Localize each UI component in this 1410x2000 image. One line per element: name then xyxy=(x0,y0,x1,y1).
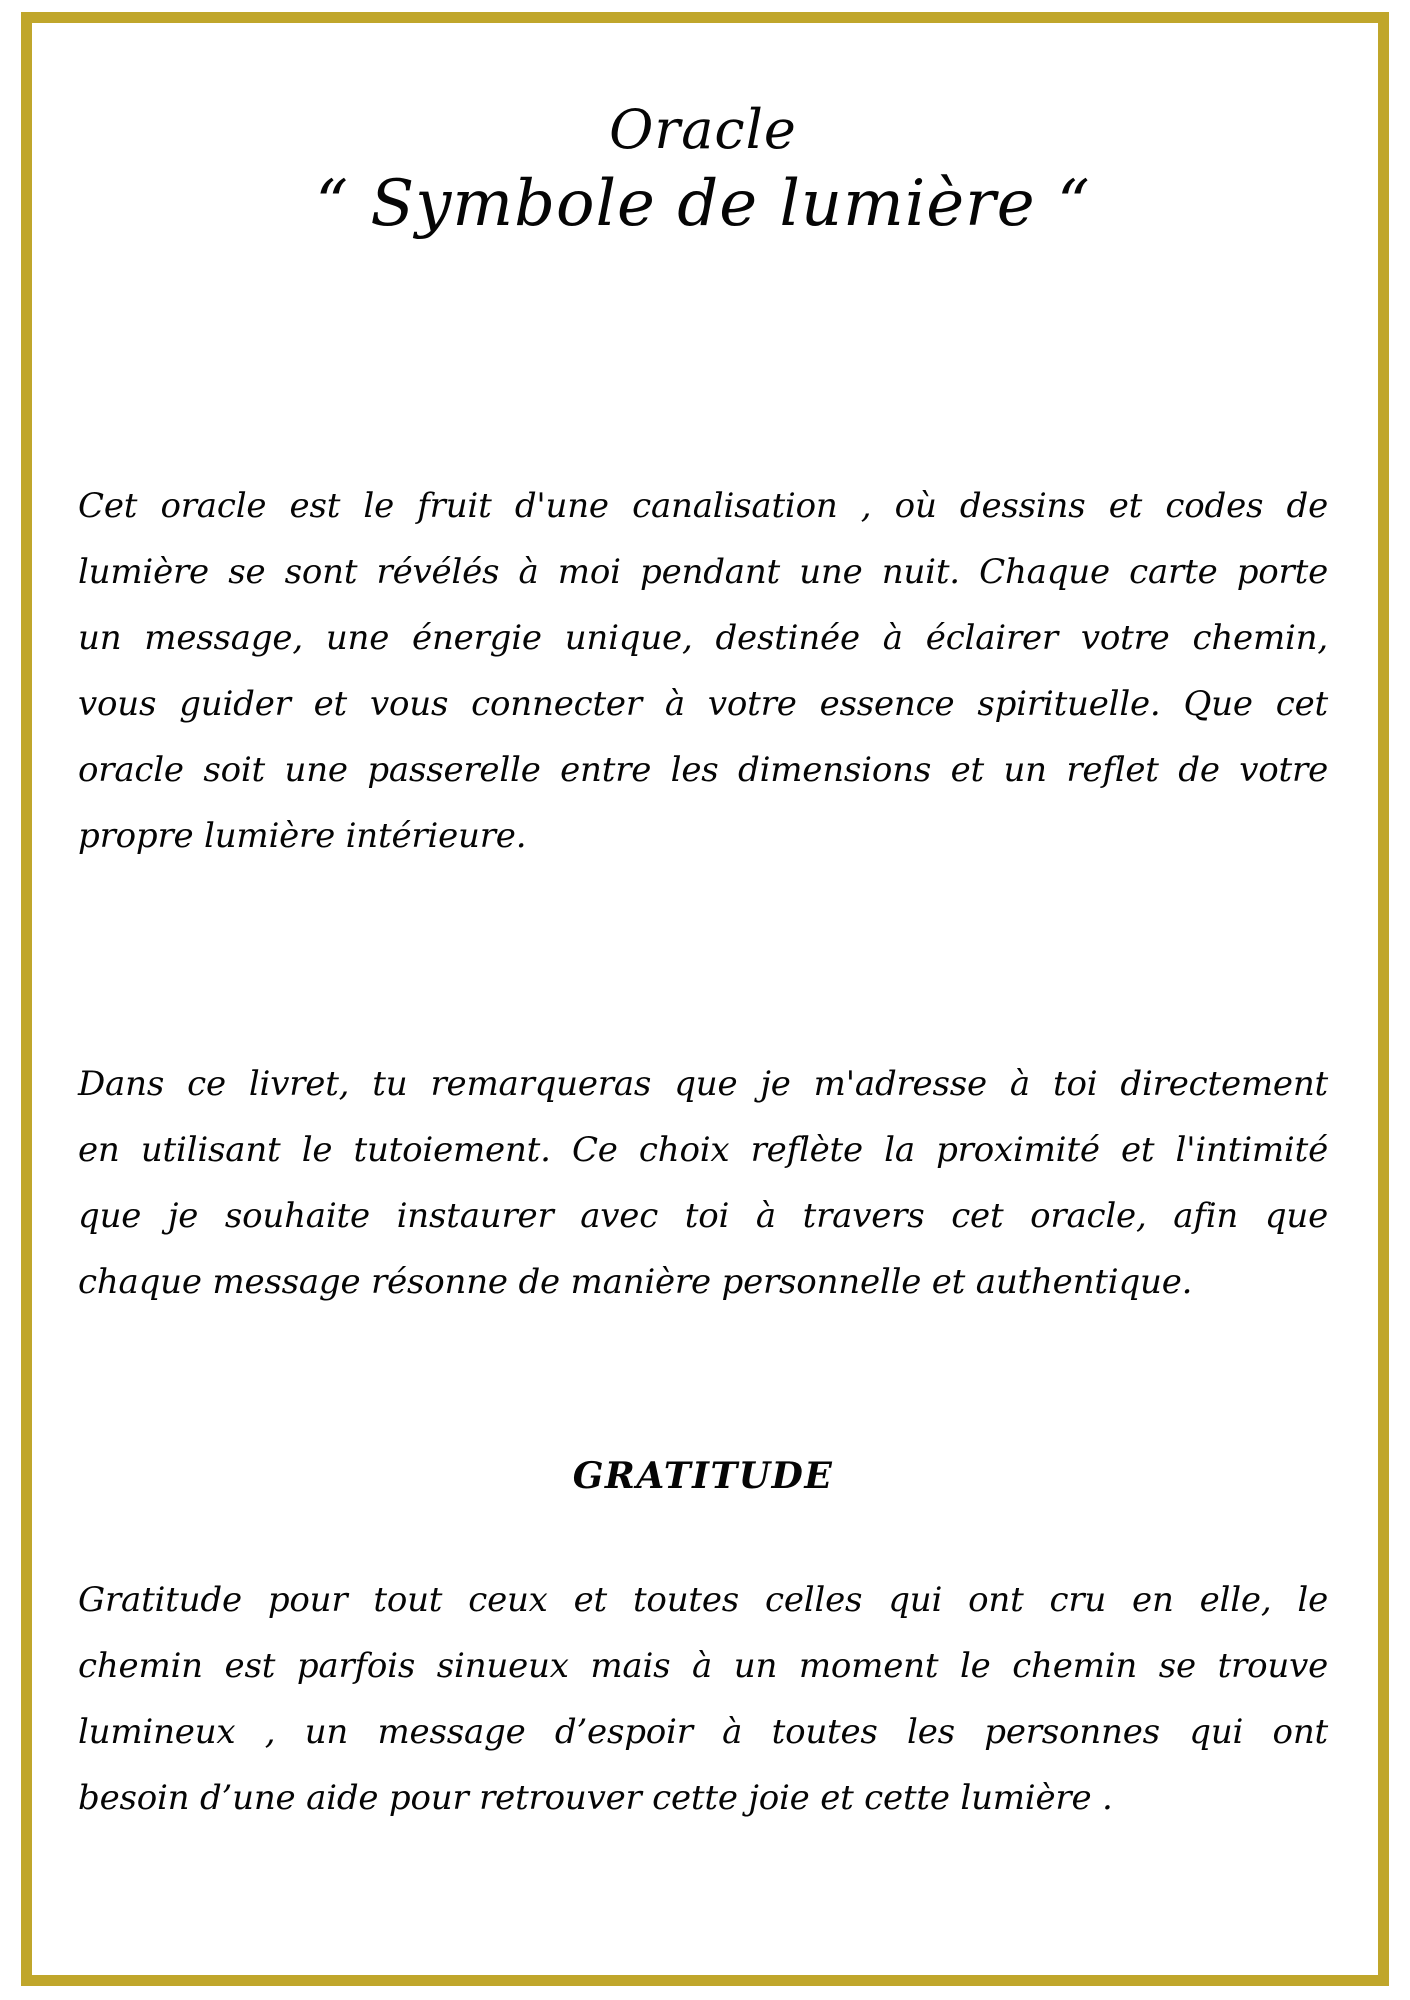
text-line: besoin d’une aide pour retrouver cette joie et cette lumière . xyxy=(78,1778,1113,1818)
text-line: lumineux , un message d’espoir à toutes les personnes qui ont xyxy=(78,1712,1328,1752)
gratitude-heading: GRATITUDE xyxy=(572,1455,834,1497)
text-line: lumière se sont révélés à moi pendant une nuit. Chaque carte porte xyxy=(78,552,1328,592)
text-line: propre lumière intérieure. xyxy=(78,816,527,856)
page-content xyxy=(78,0,1328,1831)
text-line: que je souhaite instaurer avec toi à travers cet oracle, afin que xyxy=(78,1196,1328,1236)
text-line: chemin est parfois sinueux mais à un moment le chemin se trouve xyxy=(78,1646,1328,1686)
text-line: chaque message résonne de manière personnelle et authentique. xyxy=(78,1262,1193,1302)
text-line: en utilisant le tutoiement. Ce choix reflète la proximité et l'intimité xyxy=(78,1130,1328,1170)
page-subtitle: “ Symbole de lumière “ xyxy=(315,167,1091,241)
text-line: Dans ce livret, tu remarqueras que je m'adresse à toi directement xyxy=(78,1064,1328,1104)
text-line: un message, une énergie unique, destinée à éclairer votre chemin, xyxy=(78,618,1328,658)
tutoiement-paragraph xyxy=(78,1051,1328,1315)
text-line: oracle soit une passerelle entre les dimensions et un reflet de votre xyxy=(78,750,1328,790)
gratitude-paragraph xyxy=(78,1567,1328,1831)
intro-paragraph xyxy=(78,473,1328,869)
text-line: Cet oracle est le fruit d'une canalisation , où dessins et codes de xyxy=(78,486,1328,526)
text-line: Gratitude pour tout ceux et toutes celles qui ont cru en elle, le xyxy=(78,1580,1328,1620)
text-line: vous guider et vous connecter à votre essence spirituelle. Que cet xyxy=(78,684,1328,724)
page-title: Oracle xyxy=(609,98,797,161)
